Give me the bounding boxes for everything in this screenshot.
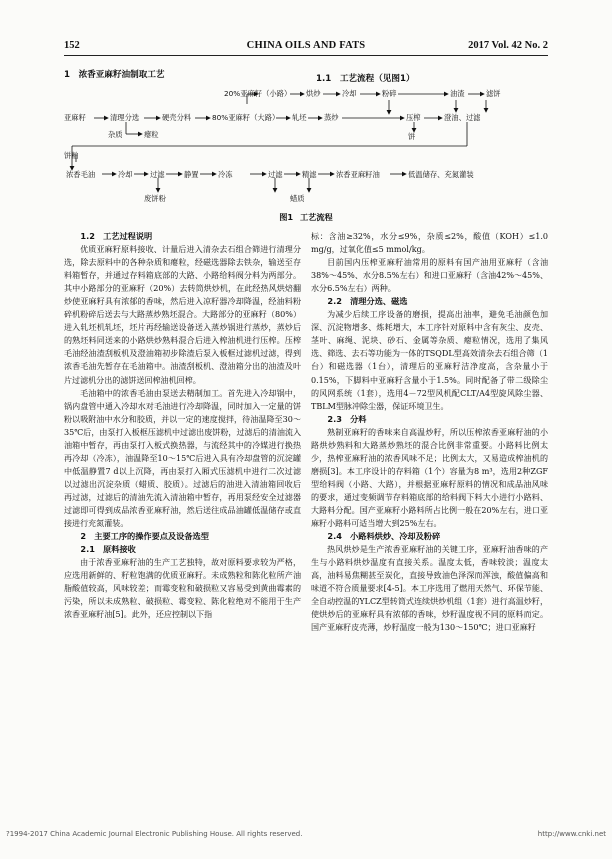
node-steaming: 蒸炒 xyxy=(324,113,339,122)
section-2-4-heading: 2.4 小路料烘炒、冷却及粉碎 xyxy=(327,531,441,542)
publisher-url: http://www.cnki.net xyxy=(537,830,606,838)
section-2-3-heading: 2.3 分料 xyxy=(327,413,367,424)
running-header xyxy=(64,40,548,54)
copyright-notice: ?1994-2017 China Academic Journal Electronic Publishing House. All rights reserved. xyxy=(6,830,303,838)
node-cool: 冷却 xyxy=(342,89,357,98)
process-flowchart xyxy=(64,62,548,230)
node-grind: 粉碎 xyxy=(382,89,397,98)
node-product-oil: 浓香亚麻籽油 xyxy=(336,170,380,179)
node-filtration-2: 过滤 xyxy=(268,170,283,179)
node-standing: 静置 xyxy=(184,170,199,179)
flowchart-arrows xyxy=(64,62,548,230)
paragraph-quality-indices: 标：含油≥32%，水分≤9%，杂质≤2%，酸值（KOH）≤1.0 mg/g，过氧化值≤5 mmol/kg。 xyxy=(311,232,548,255)
paragraph-roasting: 热风烘炒是生产浓香亚麻籽油的关键工序，亚麻籽油香味的产生与小路料烘炒温度有直接关系。温度太低，香味较淡；温度太高，油料易焦糊甚至炭化，直接导致油色泽深而浑浊，酸值偏高和味道不符合质量要求[4-5]。本工序选用了燃用天然气、环保节能、全自动控温的YLCZ型转筒式连续烘炒机组（1套）进行高温炒籽，使烘炒后的亚麻籽具有浓郁的香味，炒籽温度视不同的原料而定。国产亚麻籽皮壳薄，炒籽温度一般为130～150℃；进口亚麻籽 xyxy=(311,545,548,633)
page-number: 152 xyxy=(64,40,80,51)
node-crude-oil: 浓香毛油 xyxy=(66,170,96,179)
node-freezing: 冷冻 xyxy=(218,170,233,179)
node-impurity: 杂质 xyxy=(108,130,123,139)
node-rolling: 轧坯 xyxy=(292,113,307,122)
paragraph-process-description: 优质亚麻籽原料接收、计量后进入清杂去石组合筛进行清理分选，除去原料中的各种杂质和瘪粒，经磁选器除去铁杂，输送至存料箱暂存，并通过存料箱底部的大路、小路给料阀分料为两部分。其中小路部分的亚麻籽（20%）去转筒烘炒机，在此经热风烘焙翻炒使亚麻籽具有浓郁的香味，然后进入凉籽器冷却降温，经油料粉碎机粉碎后送去与大路蒸炒熟坯混合。大路部分的亚麻籽（80%）进入轧坯机轧坯，坯片再经输送设备送入蒸炒锅进行蒸炒，蒸炒后的熟坯料同送来的小路烘炒熟料混合后进入榨油机进行压榨。压榨毛油经油渣刮板机及澄油箱初步除渣后泵入板框过滤机过滤，得到浓香毛油先暂存在毛油箱中。油渣刮板机、澄油箱分出的油渣及叶片过滤机分出的滤饼送回榨油机回榨。 xyxy=(64,245,301,385)
journal-title: CHINA OILS AND FATS xyxy=(246,40,366,51)
paragraph-raw-material: 由于浓香亚麻籽油的生产工艺独特，故对原料要求较为严格，应选用新鲜的、籽粒饱满的优质亚麻籽。未成熟粒和陈化粒所产油脂酸值较高，风味较差；而霉变粒和破损粒又容易受到黄曲霉素的污染，所以未成熟粒、破损粒、霉变粒、陈化粒绝对不能用于生产浓香亚麻籽油[5]。此外，还应控制以下指 xyxy=(64,558,301,620)
section-2-heading: 2 主要工序的操作要点及设备选型 xyxy=(80,531,209,542)
node-roast: 烘炒 xyxy=(306,89,321,98)
section-1-2-heading: 1.2 工艺过程说明 xyxy=(80,231,153,241)
node-shriveled: 瘪粒 xyxy=(144,130,159,139)
node-residue: 油渣 xyxy=(450,89,465,98)
node-waste-cake-powder: 废饼粉 xyxy=(144,194,166,203)
section-1-1-heading: 1.1 工艺流程（见图1） xyxy=(316,74,415,84)
node-pressing: 压榨 xyxy=(406,113,421,122)
node-settle-filter: 澄油、过滤 xyxy=(444,113,481,122)
node-storage-filling: 低温储存、充氮灌装 xyxy=(408,170,474,179)
section-2-1-heading: 2.1 原料接收 xyxy=(80,544,136,555)
node-dehulling: 硬壳分料 xyxy=(162,113,192,122)
node-filtration: 过滤 xyxy=(150,170,165,179)
header-rule xyxy=(64,55,548,56)
page-footer xyxy=(6,830,606,846)
node-fine-filtration: 精滤 xyxy=(302,170,317,179)
section-2-2-heading: 2.2 清理分选、磁选 xyxy=(327,296,408,307)
node-raw-flaxseed: 亚麻籽 xyxy=(64,113,86,122)
paragraph-refining: 毛油箱中的浓香毛油由泵送去精制加工。首先进入冷却锅中，锅内盘管中通入冷却水对毛油进行冷却降温，同时加入一定量的饼粉以吸附油中水分和胶质，并以一定的速度搅拌，待油温降至30～35℃后，由泵打入板框压滤机中过滤出废饼粉，过滤后的清油流入油箱中暂存，再由泵打入板式换热器，与流经其中的冷媒进行换热再冷却（冷冻），油温降至10～15℃后进入具有冷却盘管的沉淀罐中低温静置7 d以上沉降，再由泵打入厢式压滤机中进行二次过滤以过滤出沉淀杂质（蜡质、胶质）。过滤后的油进入清油箱回收后再过滤，过滤后的清油先流入清油箱中暂存，再用泵经安全过滤器过滤即可得到成品浓香亚麻籽油，然后送往成品油罐低温储存或直接进行充氮灌装。 xyxy=(64,388,301,529)
section-1-heading: 1 浓香亚麻籽油制取工艺 xyxy=(64,70,165,80)
figure-title: 工艺流程 xyxy=(299,212,333,222)
paragraph-raw-sources: 目前国内压榨亚麻籽油常用的原料有国产油用亚麻籽（含油38%～45%、水分8.5%左右）和进口亚麻籽（含油42%～45%、水分6.5%左右）两种。 xyxy=(311,258,548,294)
paragraph-material-split: 熟制亚麻籽的香味来自高温炒籽，所以压榨浓香亚麻籽油的小路烘炒熟料和大路蒸炒熟坯的混合比例非常重要。小路料比例太少，热榨亚麻籽油的浓香风味不足；比例太大，又易造成榨油机的磨损[3]。本工序设计的存料箱（1个）容量为8 m³，选用2种ZGF型给料阀（小路、大路），并根据亚麻籽原料的情况和成品油风味的要求，通过变频调节存料箱底部的给料阀下料大小进行小路料、大路料分配。国产亚麻籽小路料所占比例一般在20%左右，进口亚麻籽小路料可适当增大到25%左右。 xyxy=(311,427,548,529)
figure-label: 图1 xyxy=(279,212,294,222)
figure-caption xyxy=(64,212,548,223)
node-small-route: 20%亚麻籽（小路） xyxy=(224,89,292,98)
node-cooling: 冷却 xyxy=(118,170,133,179)
left-column xyxy=(64,230,301,815)
node-filter-cake: 滤饼 xyxy=(486,89,501,98)
node-wax: 蜡质 xyxy=(290,194,305,203)
node-cake: 饼 xyxy=(408,132,416,141)
paragraph-cleaning: 为减少后续工序设备的磨损，提高出油率，避免毛油颜色加深、沉淀物增多、炼耗增大，本工序针对原料中含有灰尘、皮壳、茎叶、麻绳、泥块、砂石、金属等杂质、瘪粒情况，选用了集风选、筛选、去石等功能为一体的TSQDL型高效清杂去石组合筛（1台）和磁选器（1台），清理后的亚麻籽洁净度高，含杂量小于0.15%，下脚料中亚麻籽含量小于1.5%。同时配备了带二级除尘的风网系统（1套），选用4－72型风机配CLT/A4型旋风除尘器、TBLM型脉冲除尘器，保证环境卫生。 xyxy=(311,310,548,411)
right-column xyxy=(311,230,548,815)
node-cake-meal: 饼粕 xyxy=(64,151,79,160)
node-large-route: 80%亚麻籽（大路） xyxy=(212,113,280,122)
journal-issue: 2017 Vol. 42 No. 2 xyxy=(468,40,548,51)
node-cleaning: 清理分选 xyxy=(110,113,140,122)
